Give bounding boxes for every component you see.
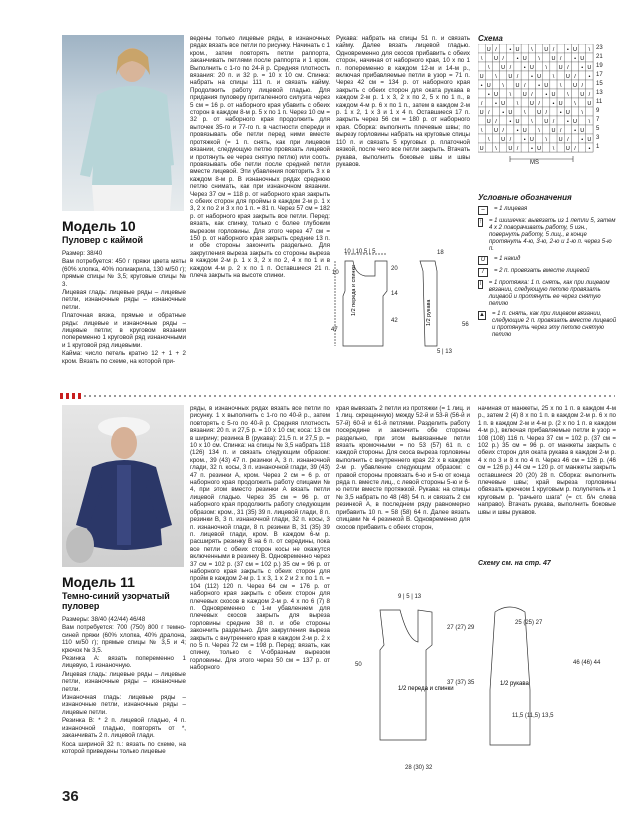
chart-symbol: U bbox=[558, 64, 563, 71]
chart-cell bbox=[564, 53, 571, 62]
model10-size: Размер: 38/40 bbox=[62, 250, 103, 257]
scheme-reference: Схему см. на стр. 47 bbox=[478, 560, 551, 567]
chart-symbol: \ bbox=[552, 73, 555, 80]
chart-symbol: U bbox=[587, 100, 592, 107]
chart-symbol: \ bbox=[559, 82, 562, 89]
legend-symbol: ▲ bbox=[479, 312, 485, 318]
chart-symbol: U bbox=[508, 73, 513, 80]
chart-cell bbox=[543, 98, 550, 107]
chart-symbol: \ bbox=[502, 82, 504, 89]
chart-symbol: U bbox=[565, 145, 570, 152]
chart-symbol: U bbox=[508, 145, 513, 152]
chart-symbol: / bbox=[516, 73, 519, 80]
chart-cell bbox=[485, 125, 492, 134]
model11-rib-a: Резинка А: вязать попеременно 1 лицевую, 1 изнаночную. bbox=[62, 655, 186, 670]
legend-symbol: – bbox=[478, 206, 488, 215]
model11-subtitle: Темно-синий узорчатый пуловер bbox=[62, 591, 170, 611]
chart-cell bbox=[571, 62, 578, 71]
chart-symbol: • bbox=[581, 64, 584, 71]
chart-symbol: \ bbox=[531, 118, 533, 125]
dim-56: 56 bbox=[462, 322, 469, 328]
chart-symbol: • bbox=[574, 127, 576, 134]
chart-symbol: \ bbox=[509, 91, 512, 98]
chart-symbol: / bbox=[559, 127, 562, 134]
chart-row-number: 3 bbox=[596, 135, 600, 141]
chart-row-number: 7 bbox=[596, 117, 600, 123]
chart-row-number: 21 bbox=[596, 54, 603, 60]
chart-cell bbox=[543, 143, 550, 152]
model10-stitch-stockinette: Лицевая гладь: лицевые ряды – лицевые петли, изнаночные ряды – изнаночные петли. bbox=[62, 289, 186, 311]
chart-symbol: / bbox=[502, 127, 504, 134]
chart-cell bbox=[571, 134, 578, 143]
chart-row-number: 9 bbox=[596, 108, 600, 114]
chart-symbol: U bbox=[501, 136, 506, 143]
chart-symbol: • bbox=[538, 82, 541, 89]
chart-cell bbox=[579, 71, 586, 80]
chart-row-number: 1 bbox=[596, 144, 600, 150]
chart-symbol: • bbox=[523, 136, 526, 143]
chart-symbol: • bbox=[487, 91, 490, 98]
chart-cell bbox=[550, 62, 557, 71]
model11-sizes: Размеры: 38/40 (42/44) 46/48 bbox=[62, 616, 146, 623]
chart-symbol: • bbox=[566, 118, 569, 125]
chart-symbol: • bbox=[574, 55, 576, 62]
chart-symbol: / bbox=[567, 136, 569, 143]
chart-symbol: / bbox=[574, 73, 576, 80]
chart-cell bbox=[571, 107, 578, 116]
chart-symbol: • bbox=[509, 118, 512, 125]
chart-symbol: / bbox=[588, 91, 591, 98]
chart-cell bbox=[478, 116, 485, 125]
chart-row-number: 5 bbox=[596, 126, 600, 132]
chart-cell bbox=[485, 53, 492, 62]
model10-sleeve-label: 1/2 рукава bbox=[426, 299, 432, 326]
chart-symbol: • bbox=[516, 127, 519, 134]
dim-10a: 10 | 10,5 | 5 bbox=[344, 249, 376, 255]
dim-47: 47 bbox=[331, 327, 338, 333]
chart-cell bbox=[507, 53, 514, 62]
chart-symbol: • bbox=[552, 100, 555, 107]
chart-cell bbox=[536, 44, 543, 53]
chart-cell bbox=[528, 80, 535, 89]
chart-cell bbox=[485, 98, 492, 107]
chart-cell bbox=[571, 89, 578, 98]
dim-10b: 10 bbox=[332, 270, 339, 276]
model10-materials: Вам потребуется: 450 г пряжи цвета мяты (60% хлопка, 40% полиакрила, 130 м/50 г); прямые спицы № 3,5; круговые спицы № 3. bbox=[62, 258, 186, 288]
dim-11-top: 9 | 5 | 13 bbox=[398, 594, 422, 600]
chart-cell bbox=[557, 143, 564, 152]
model10-pattern-diagram bbox=[325, 246, 475, 361]
chart-symbol: / bbox=[516, 145, 519, 152]
legend-text: = 2 п. провязать вместе лицевой bbox=[494, 268, 590, 274]
chart-symbol: U bbox=[558, 100, 563, 107]
chart-cell bbox=[579, 143, 586, 152]
dim-46: 46 (46) 44 bbox=[573, 660, 601, 666]
chart-cell bbox=[536, 89, 543, 98]
legend-text: = 1 накид bbox=[494, 256, 521, 262]
chart-symbol: • bbox=[566, 46, 569, 53]
chart-symbol: U bbox=[508, 109, 513, 116]
chart-row-number: 11 bbox=[596, 99, 603, 105]
chart-cell bbox=[492, 107, 499, 116]
dim-13: 5 | 13 bbox=[437, 349, 452, 355]
chart-symbol: \ bbox=[531, 46, 533, 53]
section-separator bbox=[60, 393, 615, 399]
chart-cell bbox=[521, 71, 528, 80]
dim-14: 14 bbox=[391, 291, 398, 297]
legend-text: = 1 шишечка: вывязать из 1 петли 5, затем 4 х 2 поворачивать работу, 5 изн., повернуть работу, 5 лиц., в конце протянуть 4-ю, 3-ю, 2-ю и 1-ю п. через 5-ю п. bbox=[489, 218, 616, 252]
chart-cell bbox=[478, 62, 485, 71]
chart-symbol: U bbox=[580, 55, 585, 62]
chart-symbol: U bbox=[479, 73, 484, 80]
legend-list bbox=[478, 206, 618, 342]
chart-symbol: • bbox=[502, 109, 505, 116]
chart-symbol: \ bbox=[480, 127, 483, 134]
legend-item bbox=[478, 280, 618, 308]
chart-symbol: U bbox=[587, 64, 592, 71]
legend-symbol: ↑ bbox=[479, 219, 482, 225]
dim-27: 27 (27) 29 bbox=[447, 625, 475, 631]
page-number: 36 bbox=[62, 788, 79, 805]
chart-symbol: • bbox=[530, 73, 533, 80]
chart-symbol: \ bbox=[538, 55, 540, 62]
chart-cell bbox=[507, 98, 514, 107]
model10-photo bbox=[62, 35, 184, 211]
chart-symbol: / bbox=[509, 136, 512, 143]
chart-symbol: U bbox=[515, 46, 520, 53]
chart-cell bbox=[528, 53, 535, 62]
chart-cell bbox=[485, 71, 492, 80]
chart-symbol: U bbox=[537, 145, 542, 152]
legend-item bbox=[478, 311, 618, 339]
chart-symbol: U bbox=[493, 91, 498, 98]
legend-text: = 1 п. снять, как при лицевом вязании, следующие 2 п. провязать вместе лицевой и протянуть через эту петлю снятую петлю bbox=[491, 311, 617, 338]
chart-symbol: U bbox=[544, 118, 549, 125]
chart-cell bbox=[528, 107, 535, 116]
model11-materials: Вам потребуется: 700 (750) 800 г темно-синей пряжи (60% хлопка, 40% дралона, 110 м/50 г); прямые спицы № 3,5 и 4; крючок № 3,5. bbox=[62, 624, 186, 654]
chart-cell bbox=[579, 116, 586, 125]
model11-column-4: начиная от манжеты, 25 х по 1 п. в каждом 4-м р., затем 2 (4) 8 х по 1 п. в каждом 2-м р. 6 х по 1 п. в каждом 2-м и 4-м р. (2 х по 1 п. в каждом 4-м р.), включая прибавляемые петли в узор = 108 (108) 116 п. Через 37 см = 102 р. (37 см = 102 р.) 35 см = 96 р. от манжеты закрыть с обеих сторон для оката рукава в каждом 2-м р. 4 х по 3 и 8 х по 4 п. Через 46 см = 126 р. (46 см = 126 р.) 44 см = 120 р. от манжеты закрыть оставшиеся 20 (20) 28 п. Сборка: выполнить плечевые швы; край выреза горловины обвязать крючком 1 круговым р. полупетель и 1 круговым р. "рачьего шага" (= ст. б/н слева направо). Втачать рукава, выполнить боковые швы и швы рукавов. bbox=[478, 405, 616, 516]
chart-symbol: / bbox=[574, 145, 576, 152]
chart-symbol: / bbox=[552, 46, 555, 53]
chart-symbol: / bbox=[581, 82, 583, 89]
chart-symbol: / bbox=[488, 109, 490, 116]
chart-symbol: / bbox=[502, 55, 504, 62]
chart-cell bbox=[557, 44, 564, 53]
chart-symbol: U bbox=[544, 82, 549, 89]
chart-cell bbox=[492, 62, 499, 71]
chart-symbol: • bbox=[495, 100, 497, 107]
model11-stockinette: Лицевая гладь: лицевые ряды – лицевые петли, изнаночные ряды – изнаночные петли. bbox=[62, 670, 186, 693]
chart-symbol: U bbox=[529, 100, 534, 107]
chart-cell bbox=[579, 44, 586, 53]
chart-cell bbox=[514, 62, 521, 71]
chart-title: Схема bbox=[478, 34, 503, 43]
chart-symbol: • bbox=[588, 145, 591, 152]
chart-row-number: 15 bbox=[596, 81, 603, 87]
model10-edge-pattern: Кайма: число петель кратно 12 + 1 + 2 кром. Вязать по схеме, на которой при- bbox=[62, 350, 186, 365]
chart-cell bbox=[564, 125, 571, 134]
chart-symbol: U bbox=[573, 82, 578, 89]
chart-cell bbox=[550, 80, 557, 89]
chart-symbol: / bbox=[552, 118, 555, 125]
chart-cell bbox=[478, 44, 485, 53]
chart-symbol: \ bbox=[545, 64, 548, 71]
chart-symbol: / bbox=[531, 91, 533, 98]
model11-photo bbox=[62, 405, 184, 567]
chart-symbol: U bbox=[551, 127, 556, 134]
legend-item bbox=[478, 256, 618, 265]
chart-cell bbox=[543, 125, 550, 134]
chart-row-numbers bbox=[596, 44, 616, 152]
chart-symbol: U bbox=[537, 73, 542, 80]
legend-symbol: \ bbox=[479, 281, 482, 287]
legend-item bbox=[478, 218, 618, 253]
model11-title: Модель 11 bbox=[62, 574, 135, 590]
dim-11-5: 11,5 (11,5) 13,5 bbox=[512, 713, 554, 719]
chart-symbol: \ bbox=[495, 145, 497, 152]
chart-symbol: U bbox=[479, 109, 484, 116]
chart-cell bbox=[521, 44, 528, 53]
chart-symbol: U bbox=[522, 55, 527, 62]
model11-pattern-diagram bbox=[340, 590, 620, 765]
chart-symbol: \ bbox=[552, 145, 555, 152]
chart-cell bbox=[557, 89, 564, 98]
chart-cell bbox=[500, 71, 507, 80]
chart-symbol: / bbox=[538, 100, 540, 107]
chart-symbol: \ bbox=[538, 127, 540, 134]
chart-symbol: \ bbox=[480, 55, 483, 62]
model11-column-1 bbox=[62, 616, 186, 784]
chart-symbol: \ bbox=[567, 91, 569, 98]
chart-cell bbox=[586, 53, 593, 62]
chart-symbol: U bbox=[565, 73, 570, 80]
chart-symbol: U bbox=[544, 46, 549, 53]
chart-symbol: • bbox=[545, 91, 548, 98]
model11-cable: Коса шириной 32 п.: вязать по схеме, на которой приведены только лицевые bbox=[62, 740, 186, 755]
chart-symbol: • bbox=[509, 46, 512, 53]
chart-symbol: • bbox=[581, 136, 584, 143]
chart-symbol: U bbox=[529, 64, 534, 71]
chart-cell bbox=[507, 80, 514, 89]
chart-symbol: U bbox=[486, 82, 491, 89]
chart-symbol: U bbox=[486, 46, 491, 53]
model10-column-1 bbox=[62, 250, 186, 366]
chart-cell bbox=[550, 107, 557, 116]
chart-symbol: \ bbox=[588, 118, 591, 125]
chart-symbol: \ bbox=[488, 64, 490, 71]
chart-row-number: 19 bbox=[596, 63, 603, 69]
chart-cell bbox=[536, 62, 543, 71]
chart-cell bbox=[521, 143, 528, 152]
chart-cell bbox=[586, 80, 593, 89]
chart-symbol: U bbox=[493, 55, 498, 62]
chart-symbol: U bbox=[515, 82, 520, 89]
chart-row-number: 13 bbox=[596, 90, 603, 96]
chart-symbol: • bbox=[588, 73, 591, 80]
chart-cell bbox=[536, 116, 543, 125]
chart-cell bbox=[514, 107, 521, 116]
legend-item bbox=[478, 268, 618, 277]
chart-cell bbox=[478, 89, 485, 98]
chart-cell bbox=[550, 134, 557, 143]
chart-symbol: U bbox=[551, 55, 556, 62]
chart-cell bbox=[485, 143, 492, 152]
chart-symbol: \ bbox=[574, 100, 576, 107]
model11-front-label: 1/2 переда и спинки bbox=[398, 686, 454, 692]
chart-symbol: \ bbox=[581, 109, 583, 116]
chart-symbol: \ bbox=[545, 136, 548, 143]
chart-row-number: 17 bbox=[596, 72, 603, 78]
chart-symbol: U bbox=[551, 91, 556, 98]
chart-symbol: U bbox=[493, 127, 498, 134]
chart-symbol: \ bbox=[495, 73, 497, 80]
chart-symbol: \ bbox=[516, 100, 519, 107]
chart-symbol: U bbox=[537, 109, 542, 116]
chart-cell bbox=[500, 116, 507, 125]
dim-25: 25 (25) 27 bbox=[515, 620, 543, 626]
dim-20: 20 bbox=[391, 266, 398, 272]
model10-column-2: ведены только лицевые ряды, в изнаночных рядах вязать все петли по рисунку. Начинать с 1 кром., затем повторять петли раппорта, заканчивать петлями после раппорта и 1 кром. Выполнить с 1-го по 24-й р. Средняя плотность вязания: 20 п. и 32 р. = 10 х 10 см. Спинка: набрать на спицы 111 п. и связать кайму. Продолжить работу лицевой гладью. Для придания пуловеру приталенного силуэта через 5 см = 16 р. от наборного края убавить с обеих сторон в каждом 8-м р. 5 х по 1 п. Через 10 см = 32 р. от наборного края продолжить для выточек 35-го и 77-го п. в частности спереди и провязывать обе петли перед ними вместе протяжкой (= 1 п. снять, как при лицевом вязании, следующую петлю провязать лицевой и протянуть ее через снятую петлю) или сооть. провязывать обе петли после средней петли вместе лицевой. Эти убавления повторить 3 х в каждом 8-м р. В изнаночных рядах среднюю петлю снимать, как при изнаночном вязании. Через 37 см = 118 р. от наборного края закрыть с обеих сторон для проймы в каждом 2-м р. 1 х 3, 2 х по 2 и 3 х по 1 п. = 81 п. Через 57 см = 182 р. от наборного края закрыть все петли. Перед: вязать, как спинку, только с более глубоким вырезом горловины. Для этого через 47 см = 150 р. от наборного края закрыть средние 13 п. и обе стороны закончить раздельно. Для закругления выреза закрыть со стороны выреза в каждом 2-м р. 1 х 3, 2 х по 2, 4 х по 1 и в каждом 4-м р. 2 х по 1 п. Оставшиеся 21 п. плеча закрыть на высоте спинки. bbox=[190, 35, 330, 279]
chart-cell bbox=[492, 134, 499, 143]
chart-symbol: U bbox=[522, 127, 527, 134]
chart-symbol: • bbox=[516, 55, 519, 62]
model10-stitch-garter: Платочная вязка, прямые и обратные ряды: лицевые и изнаночные ряды – лицевые петли; в круговом вязании попеременно 1 круговой ряд изнаночными и 1 круговой ряд лицевыми. bbox=[62, 312, 186, 349]
chart-cell bbox=[507, 125, 514, 134]
chart-cell bbox=[557, 71, 564, 80]
chart-symbol: U bbox=[580, 127, 585, 134]
chart-cell bbox=[579, 98, 586, 107]
chart-symbol: U bbox=[587, 136, 592, 143]
chart-symbol: • bbox=[530, 145, 533, 152]
chart-symbol: / bbox=[509, 64, 512, 71]
chart-symbol: / bbox=[545, 109, 548, 116]
chart-symbol: U bbox=[573, 118, 578, 125]
model10-column-3: Рукава: набрать на спицы 51 п. и связать кайму. Далее вязать лицевой гладью. Одновременно для скосов прибавить с обеих сторон, начиная от наборного края, 10 х по 1 п. попеременно в каждом 12-м и 14-м р., включая прибавляемые петли в узор = 71 п. Через 42 см = 134 р. от наборного края закрыть с обеих сторон для оката рукава в каждом 2-м р. 1 х 3, 2 х по 2, 5 х по 1 п., в каждом 4-м р. 6 х по 1 п., затем в каждом 2-м р. 1 х 2, 1 х 3 и 1 х 4 п. Оставшиеся 17 п. закрыть через 56 см = 180 р. от наборного края. Сборка: выполнить плечевые швы; по вырезу горловины набрать на круговые спицы 110 п. и связать 5 круговых р. платочной вязкой, после чего все петли закрыть. Втачать рукава, выполнить боковые швы и швы рукавов. bbox=[336, 35, 470, 168]
chart-symbol: U bbox=[515, 118, 520, 125]
chart-symbol: U bbox=[522, 91, 527, 98]
chart-cell bbox=[564, 98, 571, 107]
chart-symbol: U bbox=[501, 100, 506, 107]
chart-row-number: 23 bbox=[596, 45, 603, 51]
chart-cell bbox=[514, 89, 521, 98]
chart-cell bbox=[564, 80, 571, 89]
chart-symbol: / bbox=[523, 82, 526, 89]
dim-28: 28 (30) 32 bbox=[405, 765, 433, 771]
chart-symbol: • bbox=[523, 64, 526, 71]
model11-column-3: края вывязать 2 петли из протяжки (= 1 лиц. и 1 лиц. скрещенную) между 52-й и 53-й (56-й и 57-й) 60-й и 61-й петлями. Разделить работу посередине и закончить обе стороны раздельно, при этом вывязанные петли вязать кромочными = по 53 (57) 61 п. с каждой стороны. Для скоса выреза горловины выполнить с внутреннего края 22 х в каждом 2-м р. убавление следующим образом: с правой стороны провязать 6-ю и 5-ю от конца ряда п. вместе лиц., с левой стороны 5-ю и 6-ю петли вместе протяжкой. Рукава: на спицы № 3,5 набрать по 48 (48) 54 п. и связать 2 см резинкой А, в последнем ряду равномерно прибавить 10 п. = 58 (58) 64 п. Далее вязать спицами № 4 резинкой В. Одновременно для скосов прибавить с обеих сторон, bbox=[336, 405, 470, 531]
chart-symbol: U bbox=[558, 136, 563, 143]
legend-symbol: / bbox=[478, 268, 488, 277]
chart-symbol: U bbox=[573, 46, 578, 53]
model10-woman-illustration bbox=[62, 35, 184, 211]
dim-50: 50 bbox=[355, 662, 362, 668]
chart-cell bbox=[514, 134, 521, 143]
chart-symbol: / bbox=[559, 55, 562, 62]
chart-cell bbox=[586, 107, 593, 116]
chart-symbol: U bbox=[486, 118, 491, 125]
chart-cell bbox=[528, 125, 535, 134]
model10-title: Модель 10 bbox=[62, 218, 136, 234]
chart-symbol: / bbox=[495, 46, 497, 53]
model11-reverse: Изнаночная гладь: лицевые ряды – изнаночные петли, изнаночные ряды – лицевые петли. bbox=[62, 694, 186, 716]
model11-woman-illustration bbox=[62, 405, 184, 567]
chart-symbol: • bbox=[480, 82, 483, 89]
model11-rib-b: Резинка В: * 2 п. лицевой гладью, 4 п. изнаночной гладью, повторять от *, заканчивать 2 п. лицевой глади. bbox=[62, 717, 186, 740]
legend-text: = 1 лицевая bbox=[494, 206, 528, 212]
chart-ms-label: MS bbox=[530, 160, 539, 166]
chart-cell bbox=[492, 80, 499, 89]
chart-symbol: / bbox=[495, 118, 497, 125]
dim-42: 42 bbox=[391, 318, 398, 324]
model10-front-label: 1/2 переда и спинки bbox=[351, 265, 357, 316]
chart-cell bbox=[521, 116, 528, 125]
chart-cell bbox=[521, 98, 528, 107]
model10-subtitle: Пуловер с каймой bbox=[62, 235, 143, 245]
chart-cell bbox=[500, 143, 507, 152]
chart-symbol: U bbox=[529, 136, 534, 143]
dim-18: 18 bbox=[437, 250, 444, 256]
model11-column-2: ряды, в изнаночных рядах вязать все петли по рисунку. 1 х выполнить с 1-го по 40-й р., затем повторять с 5-го по 40-й р. Средняя плотность вязания: 20 п. и 27,5 р. = 10 х 10 см; коса: 13 см в ширину; резинка В (рукава): 21,5 п. и 27,5 р. = 10 х 10 см. Спинка: на спицы № 3,5 набрать 118 (126) 134 п. и связать следующим образом: кром., 39 (43) 47 п. резинки А, 3 п. изнаночной глади, 32 п. косы, 3 п. изнаночной глади, 39 (43) 47 п. резинки А, кром. Через 2 см = 6 р. от наборного края продолжить работу спицами № 4, при этом вместо резинки А вязать петли лицевой гладью. Через 35 см = 96 р. от наборного края продолжить работу следующим образом: кром., 31 (35) 39 п. лицевой глади, 8 п. резинки В, 3 п. изнаночной глади, 32 п. косы, 3 п. изнаночной глади, 8 п. резинки В, 31 (35) 39 п. лицевой глади, кром. В каждом 6-м р. расширять резинку В на 6 п. от середины, пока все петли с обеих сторон косы не окажутся включенными в резинку В. Одновременно через 37 см = 102 р. (37 см = 102 р.) 35 см = 96 р. от наборного края закрыть с обеих сторон для пройм в каждом 2-м р. 1 х 3, 1 х 2 и 2 х по 1 п. = 104 (112) 120 п. Через 64 см = 176 р. от наборного края закрыть с обеих сторон для плечевых скосов в каждом 2-м р. 4 х по 6 (7) 8 п. Одновременно с 1-м убавлением для плечевых скосов закрыть для выреза горловины средние 38 п. и обе стороны закончить раздельно. Для закругления выреза закрыть с внутреннего края в каждом 2-м р. 2 х по 5 п. Через 72 см = 198 р. Перед: вязать, как спинку, только с V-образным вырезом горловины. Для этого через 50 см = 137 р. от наборного bbox=[190, 405, 330, 672]
chart-symbol: U bbox=[580, 91, 585, 98]
chart-symbol: U bbox=[501, 64, 506, 71]
legend-title: Условные обозначения bbox=[478, 193, 572, 202]
chart-cell bbox=[500, 44, 507, 53]
chart-symbol: \ bbox=[488, 136, 490, 143]
chart-symbol: / bbox=[480, 100, 483, 107]
chart-cell bbox=[536, 134, 543, 143]
chart-cell bbox=[478, 134, 485, 143]
model11-sleeve-label: 1/2 рукава bbox=[500, 681, 529, 687]
chart-cell bbox=[586, 125, 593, 134]
chart-symbol: • bbox=[559, 109, 562, 116]
chart-symbol: / bbox=[567, 64, 569, 71]
legend-item bbox=[478, 206, 618, 215]
chart-symbol: U bbox=[565, 109, 570, 116]
chart-symbol: \ bbox=[588, 46, 591, 53]
chart-cell bbox=[500, 89, 507, 98]
chart-cell bbox=[557, 116, 564, 125]
chart-cell bbox=[543, 71, 550, 80]
chart-symbol: \ bbox=[523, 109, 526, 116]
legend-text: = 1 протяжка: 1 п. снять, как при лицевом вязании, следующую петлю провязать лицевой и протянуть ее через снятую петлю bbox=[488, 280, 610, 307]
chart-grid bbox=[478, 44, 593, 152]
legend-symbol: U bbox=[478, 256, 488, 265]
chart-cell bbox=[543, 53, 550, 62]
chart-symbol: U bbox=[479, 145, 484, 152]
dim-37: 37 (37) 35 bbox=[447, 680, 475, 686]
